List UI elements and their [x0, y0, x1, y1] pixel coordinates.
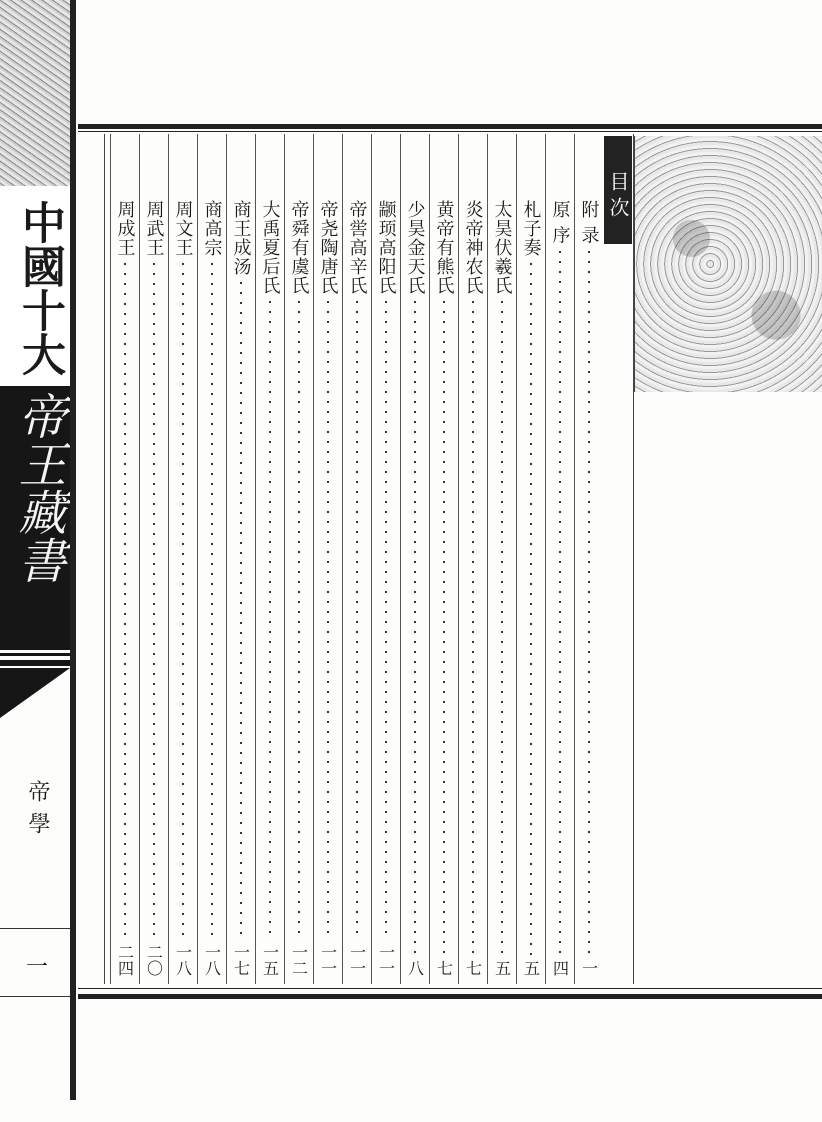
toc-entry[interactable] — [255, 134, 284, 984]
toc-entry-title: 黄帝有熊氏 — [433, 200, 455, 295]
toc-entry[interactable] — [371, 134, 400, 984]
bottom-rule — [78, 994, 822, 999]
section-label: 帝學 — [25, 780, 50, 844]
toc-entry-title: 周武王 — [143, 200, 165, 257]
toc-entry-page: 四 — [550, 960, 570, 976]
toc-entry-title: 札子奏 — [520, 200, 542, 257]
toc-entry-title: 原 序 — [549, 200, 571, 245]
toc-entry[interactable] — [487, 134, 516, 984]
toc-entry-page: 八 — [405, 960, 425, 976]
toc-entry-title: 太昊伏羲氏 — [491, 200, 513, 295]
toc-entry-page: 二〇 — [144, 944, 164, 976]
toc-entry[interactable] — [429, 134, 458, 984]
toc-entry-title: 帝尧陶唐氏 — [317, 200, 339, 295]
toc-entry-page: 一 — [579, 960, 599, 976]
toc-entry[interactable] — [516, 134, 545, 984]
top-rule — [78, 124, 822, 129]
toc-entry[interactable] — [168, 134, 197, 984]
toc-entry-title: 少昊金天氏 — [404, 200, 426, 295]
toc-entry[interactable] — [139, 134, 168, 984]
leader-dots — [559, 251, 561, 956]
series-subtitle: 帝王藏書 — [10, 392, 66, 584]
toc-entry-title: 商王成汤 — [230, 200, 252, 276]
spine-ornament-image — [0, 0, 70, 186]
dragon-illustration — [634, 136, 822, 392]
toc-entry-title: 颛顼高阳氏 — [375, 200, 397, 295]
spine-rule — [70, 0, 76, 1100]
toc-entry-title: 大禹夏后氏 — [259, 200, 281, 295]
toc-entry-page: 一一 — [376, 944, 396, 976]
toc-entry-page: 二四 — [115, 944, 135, 976]
book-spine — [0, 0, 78, 1100]
leader-dots — [240, 282, 242, 940]
toc-entry[interactable] — [400, 134, 429, 984]
toc-entry-page: 五 — [521, 960, 541, 976]
top-rule-thin — [78, 131, 822, 132]
toc-entry-page: 一七 — [231, 944, 251, 976]
toc-entry-page: 一二 — [289, 944, 309, 976]
spine-divider — [0, 996, 70, 997]
bottom-rule-thin — [78, 988, 822, 989]
toc-entry-page: 七 — [463, 960, 483, 976]
toc-entry-title: 帝喾高辛氏 — [346, 200, 368, 295]
leader-dots — [443, 301, 445, 956]
leader-dots — [124, 263, 126, 940]
toc-entry-title: 周文王 — [172, 200, 194, 257]
toc-entry[interactable] — [197, 134, 226, 984]
spine-wedge — [0, 668, 70, 718]
leader-dots — [153, 263, 155, 940]
toc-entry-title: 帝舜有虞氏 — [288, 200, 310, 295]
leader-dots — [501, 301, 503, 956]
toc-entry[interactable] — [545, 134, 574, 984]
toc-entry[interactable] — [226, 134, 255, 984]
toc-heading: 目次 — [604, 136, 632, 244]
toc-entry-title: 商高宗 — [201, 200, 223, 257]
toc-entry-page: 一一 — [318, 944, 338, 976]
toc-entry-title: 附 录 — [578, 200, 600, 245]
leader-dots — [298, 301, 300, 940]
leader-dots — [327, 301, 329, 940]
leader-dots — [472, 301, 474, 956]
series-title: 中國十大 — [14, 200, 65, 376]
toc-entry-title: 周成王 — [114, 200, 136, 257]
spine-divider — [0, 928, 70, 929]
leader-dots — [385, 301, 387, 940]
leader-dots — [356, 301, 358, 940]
leader-dots — [269, 301, 271, 940]
leader-dots — [414, 301, 416, 956]
toc-entry[interactable] — [110, 134, 139, 984]
toc-entry-page: 一五 — [260, 944, 280, 976]
toc-entry[interactable] — [342, 134, 371, 984]
toc-entry-page: 一八 — [202, 944, 222, 976]
toc-entry-title: 炎帝神农氏 — [462, 200, 484, 295]
toc-entry[interactable] — [284, 134, 313, 984]
toc-entry-page: 五 — [492, 960, 512, 976]
toc-entry-page: 一八 — [173, 944, 193, 976]
toc-entry-page: 一一 — [347, 944, 367, 976]
toc-entry[interactable] — [313, 134, 342, 984]
toc-entry-page: 七 — [434, 960, 454, 976]
leader-dots — [530, 263, 532, 956]
leader-dots — [182, 263, 184, 940]
leader-dots — [588, 251, 590, 956]
page-number: 一 — [26, 955, 49, 980]
toc-entry[interactable] — [458, 134, 487, 984]
toc-entry[interactable] — [574, 134, 603, 984]
leader-dots — [211, 263, 213, 940]
